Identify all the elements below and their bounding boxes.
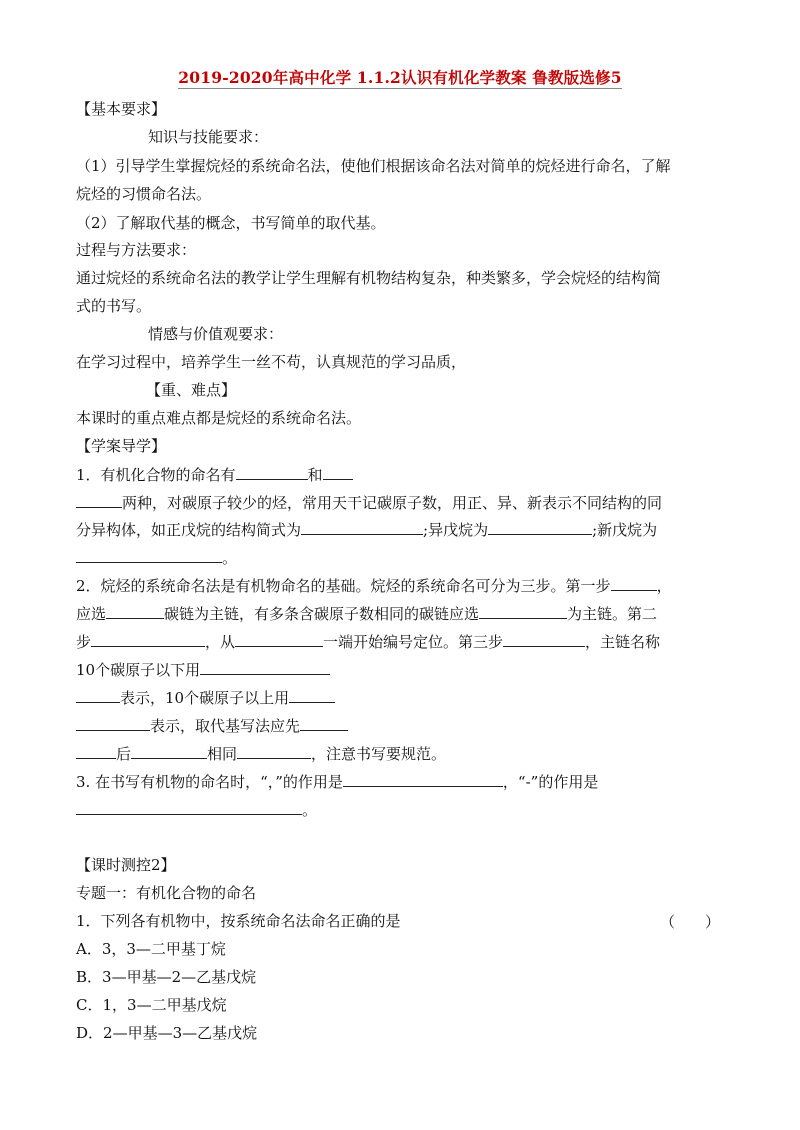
- q2-blank-7[interactable]: [200, 660, 330, 675]
- q2-text-m: 相同: [207, 745, 238, 763]
- q2-blank-12[interactable]: [76, 744, 116, 759]
- q2-line-3: [76, 632, 660, 652]
- q2-line-2: [76, 604, 657, 624]
- q2-blank-2[interactable]: [106, 604, 164, 619]
- knowledge-item-1-line-1: （1）引导学生掌握烷烃的系统命名法，使他们根据该命名法对简单的烷烃进行命名，了解: [76, 157, 671, 175]
- q2-text-i: 10个碳原子以下用: [76, 661, 201, 679]
- section-basic-requirements: 【基本要求】: [76, 100, 167, 118]
- q2-blank-5[interactable]: [235, 632, 323, 647]
- q1-blank-6[interactable]: [76, 548, 222, 563]
- q2-blank-3[interactable]: [479, 604, 567, 619]
- q3-text-b: ，“-”的作用是: [502, 773, 599, 791]
- subheading-emotion: 情感与价值观要求：: [148, 325, 284, 343]
- q1-text-a: 1．有机化合物的命名有: [76, 466, 236, 484]
- q1-blank-4[interactable]: [301, 520, 423, 535]
- q2-blank-1[interactable]: [611, 576, 657, 591]
- section-study-guide: 【学案导学】: [76, 437, 167, 455]
- q1-text-c: 两种，对碳原子较少的烃，常用天干记碳原子数，用正、异、新表示不同结构的同: [122, 494, 663, 512]
- q2-line-5: [76, 688, 335, 708]
- q3-text-c: 。: [302, 801, 318, 819]
- process-line-1: 通过烷烃的系统命名法的教学让学生理解有机物结构复杂，种类繁多，学会烷烃的结构简: [76, 269, 662, 287]
- q1-line-3: [76, 520, 657, 540]
- option-d[interactable]: D．2—甲基—3—乙基戊烷: [76, 1024, 258, 1042]
- q2-line-1: [76, 576, 672, 596]
- q3-text-a: 3. 在书写有机物的命名时，“，”的作用是: [76, 773, 343, 791]
- q2-line-6: [76, 716, 348, 736]
- test-question-1: 1．下列各有机物中，按系统命名法命名正确的是: [76, 912, 401, 930]
- q2-blank-6[interactable]: [503, 632, 585, 647]
- knowledge-item-2: （2）了解取代基的概念，书写简单的取代基。: [76, 214, 386, 232]
- q2-blank-11[interactable]: [300, 716, 348, 731]
- q1-line-2: [76, 493, 662, 513]
- q1-blank-3[interactable]: [76, 493, 122, 508]
- q1-text-e: ;异戊烷为: [423, 521, 489, 539]
- q2-line-7: [76, 744, 446, 764]
- q3-blank-1[interactable]: [343, 772, 503, 787]
- q2-text-g: 一端开始编号定位。第三步: [323, 633, 504, 651]
- title-text: 2019-2020年高中化学 1.1.2认识有机化学教案 鲁教版选修5: [178, 68, 622, 87]
- q2-blank-8[interactable]: [76, 688, 120, 703]
- q1-line-4: [76, 548, 237, 568]
- q2-text-l: 后: [116, 745, 132, 763]
- q2-blank-10[interactable]: [76, 716, 150, 731]
- subheading-knowledge: 知识与技能要求：: [148, 128, 269, 146]
- option-b[interactable]: B．3—甲基—2—乙基戊烷: [76, 968, 257, 986]
- q1-line-1: [76, 465, 353, 485]
- q2-text-a2: ，: [656, 577, 672, 595]
- subheading-process: 过程与方法要求：: [76, 241, 197, 259]
- q3-blank-2[interactable]: [76, 800, 302, 815]
- q2-text-h: ，主链名称: [585, 633, 661, 651]
- q2-text-f: ，从: [205, 633, 236, 651]
- q2-text-j: 表示，10个碳原子以上用: [120, 689, 290, 707]
- q1-text-d: 分异构体，如正戊烷的结构简式为: [76, 521, 302, 539]
- q1-text-g: 。: [222, 549, 238, 567]
- q2-text-a: 2．烷烃的系统命名法是有机物命名的基础。烷烃的系统命名可分为三步。第一步: [76, 577, 611, 595]
- q2-text-d: 为主链。第二: [567, 605, 658, 623]
- topic-heading: 专题一：有机化合物的命名: [76, 884, 257, 902]
- option-c[interactable]: C．1，3—二甲基戊烷: [76, 996, 227, 1014]
- section-lesson-test: 【课时测控2】: [76, 856, 176, 874]
- answer-parenthesis[interactable]: （ ）: [660, 913, 721, 931]
- q2-text-b: 应选: [76, 605, 107, 623]
- q2-text-n: ，注意书写要规范。: [311, 745, 447, 763]
- q1-text-f: ;新戊烷为: [592, 521, 658, 539]
- q1-blank-5[interactable]: [488, 520, 592, 535]
- section-key-points: 【重、难点】: [146, 381, 237, 399]
- q2-text-c: 碳链为主链，有多条含碳原子数相同的碳链应选: [164, 605, 480, 623]
- q2-text-e: 步: [76, 633, 92, 651]
- q2-blank-13[interactable]: [131, 744, 207, 759]
- q2-blank-4[interactable]: [91, 632, 205, 647]
- knowledge-item-1-line-2: 烷烃的习惯命名法。: [76, 185, 212, 203]
- q2-line-4: [76, 660, 330, 680]
- q1-text-b: 和: [307, 466, 323, 484]
- q1-blank-1[interactable]: [236, 465, 308, 480]
- key-points-line: 本课时的重点难点都是烷烃的系统命名法。: [76, 409, 362, 427]
- option-a[interactable]: A．3，3—二甲基丁烷: [76, 940, 226, 958]
- q2-text-k: 表示，取代基写法应先: [150, 717, 301, 735]
- process-line-2: 式的书写。: [76, 297, 152, 315]
- emotion-line: 在学习过程中，培养学生一丝不苟，认真规范的学习品质，: [76, 353, 467, 371]
- q3-line-1: [76, 772, 598, 792]
- q2-blank-14[interactable]: [237, 744, 311, 759]
- q1-blank-2[interactable]: [323, 465, 353, 480]
- document-title: [0, 66, 800, 88]
- q3-line-2: [76, 800, 317, 820]
- q2-blank-9[interactable]: [289, 688, 335, 703]
